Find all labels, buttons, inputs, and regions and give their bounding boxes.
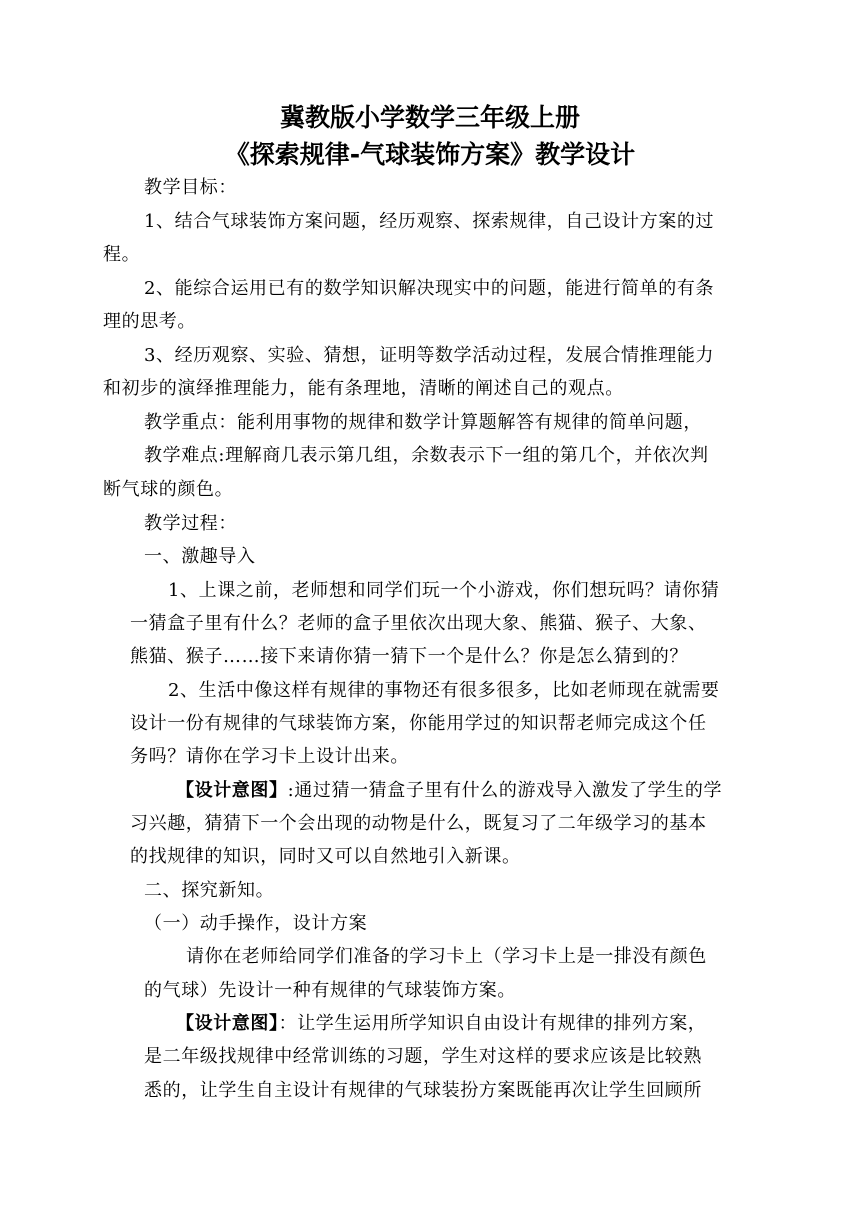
design-intent-1-line-2: 习兴趣，猜猜下一个会出现的动物是什么，既复习了二年级学习的基本 <box>130 813 707 834</box>
key-point: 教学重点：能利用事物的规律和数学计算题解答有规律的简单问题， <box>144 412 702 433</box>
objectives-label: 教学目标： <box>144 177 237 198</box>
objective-2-line-1: 2、能综合运用已有的数学知识解决现实中的问题，能进行简单的有条 <box>144 278 715 299</box>
objective-3-line-2: 和初步的演绎推理能力，能有条理地，清晰的阐述自己的观点。 <box>103 378 624 399</box>
difficulty-line-1: 教学难点:理解商几表示第几组，余数表示下一组的第几个，并依次判 <box>144 445 709 466</box>
objective-1-line-1: 1、结合气球装饰方案问题，经历观察、探索规律，自己设计方案的过 <box>144 211 715 232</box>
design-intent-2-line-2: 是二年级找规律中经常训练的习题，学生对这样的要求应该是比较熟 <box>144 1046 702 1067</box>
paragraph-2-line-1: 2、生活中像这样有规律的事物还有很多很多，比如老师现在就需要 <box>168 680 720 701</box>
paragraph-1-line-3: 熊猫、猴子……接下来请你猜一猜下一个是什么？你是怎么猜到的？ <box>130 646 688 667</box>
subsection-1-heading: （一）动手操作，设计方案 <box>144 913 368 934</box>
design-intent-2-line-3: 悉的，让学生自主设计有规律的气球装扮方案既能再次让学生回顾所 <box>144 1080 702 1101</box>
section-2-heading: 二、探究新知。 <box>144 880 275 901</box>
objective-3-line-1: 3、经历观察、实验、猜想，证明等数学活动过程，发展合情推理能力 <box>144 345 715 366</box>
paragraph-3-line-2: 的气球）先设计一种有规律的气球装饰方案。 <box>144 980 516 1001</box>
objective-2-line-2: 理的思考。 <box>103 311 196 332</box>
design-intent-1-line-1 <box>176 779 722 803</box>
document-title-line1: 冀教版小学数学三年级上册 <box>279 103 580 132</box>
paragraph-1-line-1: 1、上课之前，老师想和同学们玩一个小游戏，你们想玩吗？请你猜 <box>168 580 720 601</box>
design-intent-2-line-1 <box>176 1012 706 1036</box>
paragraph-3-line-1: 请你在老师给同学们准备的学习卡上（学习卡上是一排没有颜色 <box>186 946 707 967</box>
document-title-line2: 《探索规律-气球装饰方案》教学设计 <box>224 140 636 169</box>
design-intent-1-text: :通过猜一猜盒子里有什么的游戏导入激发了学生的学 <box>287 780 723 801</box>
paragraph-2-line-2: 设计一份有规律的气球装饰方案，你能用学过的知识帮老师完成这个任 <box>130 713 707 734</box>
design-intent-1-line-3: 的找规律的知识，同时又可以自然地引入新课。 <box>130 846 521 867</box>
paragraph-2-line-3: 务吗？请你在学习卡上设计出来。 <box>130 746 409 767</box>
design-intent-label: 【设计意图】 <box>176 780 288 801</box>
design-intent-2-text: ：让学生运用所学知识自由设计有规律的排列方案， <box>278 1013 707 1034</box>
difficulty-line-2: 断气球的颜色。 <box>103 479 234 500</box>
objective-1-line-2: 程。 <box>103 244 141 265</box>
section-1-heading: 一、激趣导入 <box>144 546 256 567</box>
paragraph-1-line-2: 一猜盒子里有什么？老师的盒子里依次出现大象、熊猫、猴子、大象、 <box>130 613 707 634</box>
process-label: 教学过程： <box>144 513 237 534</box>
design-intent-2-label: 【设计意图】 <box>176 1013 279 1034</box>
